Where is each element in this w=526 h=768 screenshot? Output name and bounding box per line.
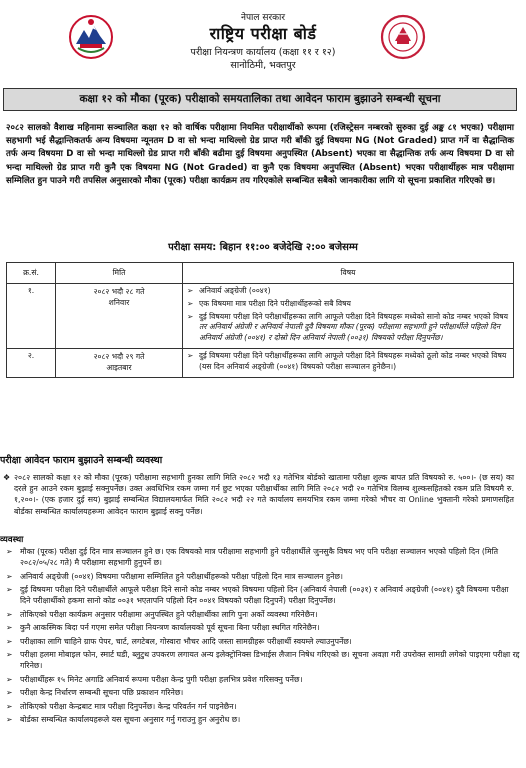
notice-title: कक्षा १२ को मौका (पूरक) परीक्षाको समयतालिका तथा आवेदन फाराम बुझाउने सम्बन्धी सूचना [3, 88, 517, 111]
office-name: परीक्षा नियन्त्रण कार्यालय (कक्षा ११ र १२) [190, 47, 336, 58]
date-text: २०८२ भदौ २९ गते [93, 351, 145, 361]
row-subjects [183, 348, 514, 377]
arrow-bullet-icon: ➢ [6, 688, 13, 697]
date-text: २०८२ भदौ २८ गते [93, 287, 145, 296]
arrow-bullet-icon: ➢ [6, 609, 13, 619]
arrow-bullet-icon: ➢ [6, 623, 13, 632]
row-sn: १. [7, 284, 56, 349]
intro-paragraph: २०८२ सालको वैशाख महिनामा सञ्चालित कक्षा १२ को वार्षिक परीक्षामा नियमित परीक्षार्थीको रूपमा (रजिस्ट्रेसन नम्बरको सुरुका दुई अङ्क ८१ भएका) परीक्षामा सहभागी भई सैद्धान्तिकतर्फ अन्य विषयमा न्यूनतम D वा सो भन्दा माथिल्लो ग्रेड प्राप्त गरी बाँकी दुई विषयमा NG (Not Graded) प्राप्त गर्ने वा सैद्धान्तिक तर्फ अन्य विषयमा D वा सो भन्दा माथिल्लो ग्रेड प्राप्त गरी बाँकी बढीमा दुई विषयमा अनुपस्थित (Absent) भएका वा सैद्धान्तिक तर्फ अन्य विषयमा D वा सो भन्दा माथिल्लो ग्रेड प्राप्त गरी कुनै एक विषयमा NG (Not Graded) वा कुनै एक विषयमा अनुपस्थित (Absent) भएका परीक्षार्थीहरू मात्र परीक्षामा सम्मिलित हुन पाउने गरी तपसिल अनुसारको मौका (पूरक) परीक्षा कार्यक्रम तय गरिएकोले सम्बन्धित सबैको जानकारीका लागि यो सूचना प्रकाशित गरिएको छ। [6, 123, 514, 186]
list-item: ➢ दुई विषयमा परीक्षा दिने परीक्षार्थीहरूका लागि आफूले परीक्षा दिने विषयहरू मध्येको ठूलो कोड नम्बर भएको विषय (यस दिन अनिवार्य अङ्ग्रेजी (००४१) विषयको परीक्षा सञ्चालन हुनेछैन।) [187, 350, 507, 371]
arrow-bullet-icon: ➢ [6, 650, 13, 659]
application-heading: परीक्षा आवेदन फाराम बुझाउने सम्बन्धी व्यवस्था [0, 455, 163, 466]
list-item: ➢ अनिवार्य अङ्ग्रेजी (००४१) [187, 286, 271, 295]
application-paragraph: ❖ २०८२ सालको कक्षा १२ को मौका (पूरक) परीक्षामा सहभागी हुनका लागि मिति २०८२ भदौ १३ गतेभित्र बोर्डको खातामा परीक्षा शुल्क बापत प्रति विषयको रु. ५००।- (छ सय) का दरले हुन आउने रकम बुझाई सक्नुपर्नेछ। उक्त अवधिभित्र रकम जम्मा गर्न छुट भएका परीक्षार्थीका लागि मिति २०८२ भदौ २० गतेभित्र विलम्ब शुल्कसहितको रकम प्रति विषयमै रु. १,२००।- (एक हजार दुई सय) बुझाई सम्बन्धित विद्यालयमार्फत मिति २०८२ भदौ २२ गते कार्यालय समयभित्र रकम जम्मा गरेको भौचर वा Online भुक्तानी गरेको प्रमाणसहित बोर्डका सम्बन्धित कार्यालयहरूमा आवेदन फाराम बुझाई सक्नु पर्नेछ। [3, 473, 514, 516]
arrow-bullet-icon: ➢ [187, 311, 194, 321]
letterhead [0, 0, 526, 86]
arrow-bullet-icon: ➢ [6, 715, 13, 724]
list-item: ➢ बोर्डका सम्बन्धित कार्यालयहरूले यस सूचना अनुसार गर्नु गराउनु हुन अनुरोध छ। [6, 715, 241, 724]
arrow-bullet-icon: ➢ [6, 636, 13, 646]
list-item: ➢ एक विषयमा मात्र परीक्षा दिने परीक्षार्थीहरूको सबै विषय [187, 298, 351, 308]
list-item: ➢ तोकिएको परीक्षा केन्द्रबाट मात्र परीक्षा दिनुपर्नेछ। केन्द्र परिवर्तन गर्न पाइनेछैन। [6, 701, 237, 711]
board-name: राष्ट्रिय परीक्षा बोर्ड [209, 24, 317, 43]
list-item: ➢ परीक्षाका लागि चाहिने ग्राफ पेपर, चार्ट, लगटेबल, गोस्वारा भौचर आदि जस्ता सामग्रीहरू परीक्षार्थी स्वयम्ले ल्याउनुपर्नेछ। [6, 636, 352, 646]
arrow-bullet-icon: ➢ [6, 701, 13, 711]
row-subjects [183, 284, 514, 349]
schedule-table [6, 262, 514, 378]
list-item: ➢ दुई विषयमा परीक्षा दिने परीक्षार्थीले आफूले परीक्षा दिने सानो कोड नम्बर भएको विषयमा पहिलो दिन (अनिवार्य नेपाली (००३१) र अनिवार्य अङ्ग्रेजी (००४१) दुवै विषयमा परीक्षा दिने परीक्षार्थीको हकमा सानो कोड ००३१ भएतापनि पहिलो दिन ००४१ विषयको परीक्षा दिनुपर्ने) परीक्षा दिनुपर्नेछ। [6, 585, 509, 605]
italic-note: तर अनिवार्य अंग्रेजी र अनिवार्य नेपाली दुवै विषयमा मौका (पूरक) परीक्षामा सहभागी हुने परीक्षार्थीले पहिलो दिन अनिवार्य अंग्रेजी (००४१) र दोस्रो दिन अनिवार्य नेपाली (००३१) विषयको परीक्षा दिनुपर्नेछ। [199, 322, 501, 343]
diamond-bullet-icon: ❖ [3, 473, 11, 482]
arrow-bullet-icon: ➢ [6, 571, 13, 581]
list-item: ➢ परीक्षा केन्द्र निर्धारण सम्बन्धी सूचना पछि प्रकाशन गरिनेछ। [6, 688, 184, 697]
header-subject: विषय [183, 263, 514, 284]
arrow-bullet-icon: ➢ [6, 674, 13, 684]
list-item: ➢ मौका (पूरक) परीक्षा दुई दिन मात्र सञ्चालन हुने छ। एक विषयको मात्र परीक्षामा सहभागी हुने परीक्षार्थीले जुनसुकै विषय भए पनि परीक्षा सञ्चालन भएको पहिलो दिन (मिति २०८२/०५/२८ गते) मै परीक्षामा सहभागी हुनुपर्ने छ। [6, 547, 499, 567]
row-sn: २. [7, 348, 56, 377]
arrow-bullet-icon: ➢ [187, 286, 194, 295]
list-item: ➢ अनिवार्य अङ्ग्रेजी (००४१) विषयमा परीक्षामा सम्मिलित हुने परीक्षार्थीहरूको परीक्षा पहिलो दिन मात्र सञ्चालन हुनेछ। [6, 571, 343, 581]
list-item: ➢ तोकिएको परीक्षा कार्यक्रम अनुसार परीक्षामा अनुपस्थित हुने परीक्षार्थीका लागि पुनः अर्को व्यवस्था गरिनेछैन। [6, 609, 318, 619]
rules-list [6, 546, 520, 728]
row-date [56, 348, 183, 377]
exam-time: परीक्षा समय: बिहान ११:०० बजेदेखि २:०० बजेसम्म [168, 242, 358, 253]
arrow-bullet-icon: ➢ [187, 350, 194, 360]
government-line: नेपाल सरकार [240, 13, 286, 23]
arrow-bullet-icon: ➢ [187, 298, 194, 308]
list-item: ➢ परीक्षार्थीहरू १५ मिनेट अगाडि अनिवार्य रूपमा परीक्षा केन्द्र पुगी परीक्षा हलभित्र प्रवेश गरिसक्नु पर्नेछ। [6, 674, 303, 684]
day-text: आइतबार [106, 362, 132, 372]
row-date [56, 284, 183, 349]
schedule-header-row [7, 263, 514, 284]
header-sn: क्र.सं. [7, 263, 56, 284]
rules-label: व्यवस्था [0, 535, 24, 545]
table-row [7, 348, 514, 377]
arrow-bullet-icon: ➢ [6, 585, 13, 594]
list-item: ➢ कुनै आकस्मिक बिदा पर्न गएमा समेत परीक्षा नियन्त्रण कार्यालयको पूर्व सूचना बिना परीक्षा स्थगित गरिनेछैन। [6, 623, 320, 632]
arrow-bullet-icon: ➢ [6, 547, 13, 556]
list-item: ➢ दुई विषयमा परीक्षा दिने परीक्षार्थीहरूका लागि आफूले परीक्षा दिने विषयहरू मध्येको सानो कोड नम्बर भएको विषय तर अनिवार्य अंग्रेजी र अनिवार्य नेपाली दुवै विषयमा मौका (पूरक) परीक्षामा सहभागी हुने परीक्षार्थीले पहिलो दिन अनिवार्य अंग्रेजी (००४१) र दोस्रो दिन अनिवार्य नेपाली (००३१) विषयको परीक्षा दिनुपर्नेछ। [187, 311, 509, 343]
office-address: सानोठिमी, भक्तपुर [230, 60, 296, 71]
list-item: ➢ परीक्षा हलमा मोबाइल फोन, स्मार्ट घडी, ब्लुटुथ उपकरण लगायत अन्य इलेक्ट्रोनिक्स डिभाईस लैजान निषेध गरिएको छ। सूचना अवज्ञा गरी उपरोक्त सामग्री लगेको पाइएमा परीक्षा रद्द गरिनेछ। [6, 650, 520, 670]
day-text: शनिवार [108, 298, 130, 307]
table-row [7, 284, 514, 349]
header-date: मिति [56, 263, 183, 284]
